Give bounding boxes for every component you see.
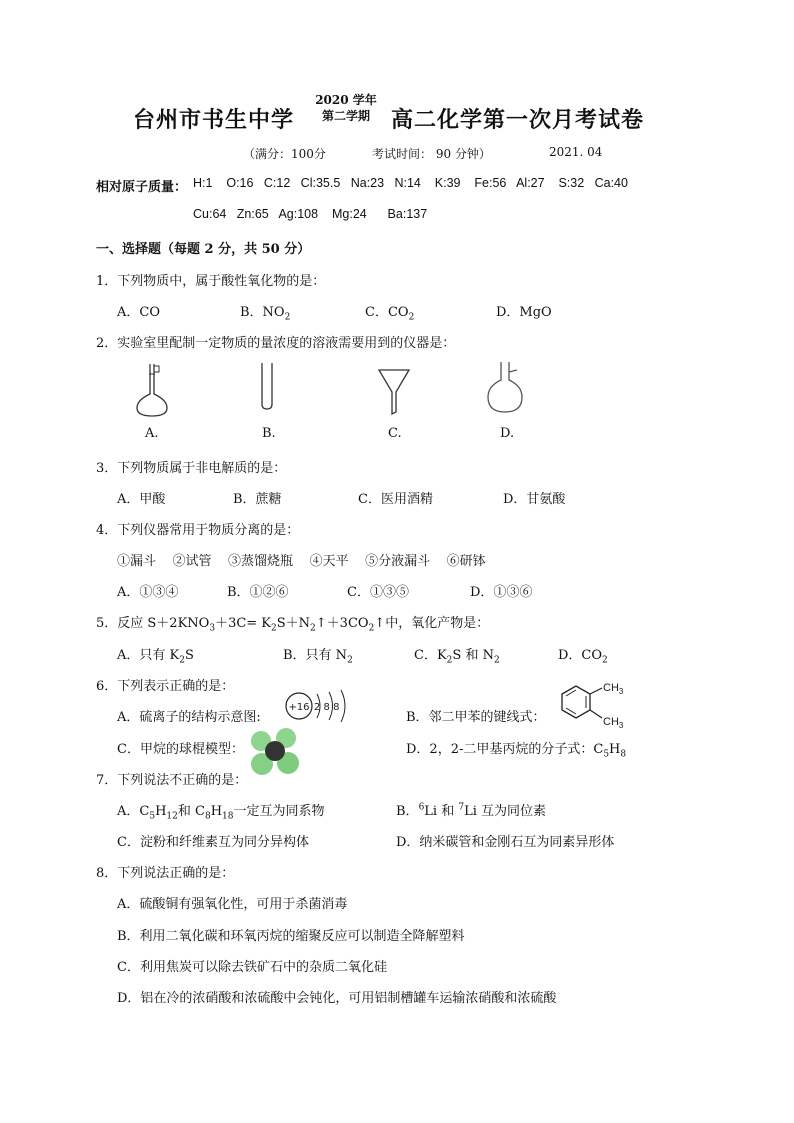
q5-option-a: A．只有 $K_2S$: [117, 648, 194, 666]
q3-option-c: C．医用酒精: [358, 492, 433, 507]
shell-electrons: 2 8 8: [314, 702, 340, 713]
q4-stem: 4．下列仪器常用于物质分离的是：: [96, 523, 300, 538]
q1-option-b: B．$NO_2$: [240, 305, 291, 323]
q7-option-a: A．$C_5H_{12}$和 $C_8H_{18}$一定互为同系物: [117, 804, 325, 822]
q1-stem: 1．下列物质中，属于酸性氧化物的是：: [96, 274, 326, 289]
q4-items: ①漏斗 ②试管 ③蒸馏烧瓶 ④天平 ⑤分液漏斗 ⑥研钵: [117, 554, 486, 569]
q3-option-b: B．蔗糖: [233, 492, 282, 507]
funnel-icon: [377, 368, 411, 416]
q3-stem: 3．下列物质属于非电解质的是：: [96, 461, 287, 476]
q3-option-d: D．甘氨酸: [503, 492, 566, 507]
q5-stem: 5．反应 $S+2KNO_3+3C=$ $K_2S+N_2↑+3CO_2↑$中，氧化产物是：: [96, 616, 490, 634]
q8-option-c: C．利用焦炭可以除去铁矿石中的杂质二氧化硅: [117, 960, 387, 975]
q8-option-a: A．硫酸铜有强氧化性，可用于杀菌消毒: [117, 897, 348, 912]
sulfide-ion-diagram: [283, 688, 357, 724]
q1-option-a: A．CO: [117, 305, 160, 320]
q5-option-c: C．$K_2S$ 和 $N_2$: [414, 648, 500, 666]
info-date: 2021. 04: [549, 145, 603, 159]
q6-stem: 6．下列表示正确的是：: [96, 679, 235, 694]
q6-option-b: B．邻二甲苯的键线式：: [406, 710, 546, 725]
atomic-mass-line1: H:1 O:16 C:12 Cl:35.5 Na:23 N:14 K:39 Fe:56 Al:27 S:32 Ca:40: [193, 176, 628, 190]
atomic-mass-line2: Cu:64 Zn:65 Ag:108 Mg:24 Ba:137: [193, 207, 428, 221]
q6-option-c: C．甲烷的球棍模型：: [117, 742, 244, 757]
q5-option-d: D．$CO_2$: [558, 648, 608, 666]
q7-option-c: C．淀粉和纤维素互为同分异构体: [117, 835, 309, 850]
nucleus-label: +16: [288, 702, 310, 713]
q2-option-d: D.: [500, 426, 515, 441]
q6-option-d: D．2，2-二甲基丙烷的分子式：$C_5H_8$: [406, 742, 627, 760]
q8-option-d: D．铝在冷的浓硝酸和浓硫酸中会钝化，可用铝制槽罐车运输浓硝酸和浓硫酸: [117, 991, 557, 1006]
q6-option-a: A．硫离子的结构示意图:: [117, 710, 261, 725]
q8-option-b: B．利用二氧化碳和环氧丙烷的缩聚反应可以制造全降解塑料: [117, 929, 465, 944]
info-time: 考试时间： 90 分钟）: [372, 147, 491, 161]
q2-option-c: C.: [388, 426, 402, 441]
o-xylene-structure: [556, 680, 636, 730]
q7-option-b: B．$^6$Li 和 $^7$Li 互为同位素: [396, 802, 547, 819]
round-flask-icon: [484, 358, 530, 416]
q7-stem: 7．下列说法不正确的是：: [96, 773, 248, 788]
q1-option-c: C．$CO_2$: [365, 305, 415, 323]
school-year: 2020 学年: [315, 93, 377, 107]
q4-option-d: D．①③⑥: [470, 585, 533, 600]
exam-title: 高二化学第一次月考试卷: [391, 107, 645, 133]
q2-option-b: B.: [262, 426, 276, 441]
school-term: 第二学期: [321, 109, 370, 123]
school-name: 台州市书生中学: [133, 107, 295, 133]
q7-option-d: D．纳米碳管和金刚石互为同素异形体: [396, 835, 615, 850]
test-tube-icon: [257, 360, 277, 412]
methyl-label-top: $CH_3$: [603, 682, 624, 696]
info-score: （满分：100分: [243, 147, 326, 161]
q1-option-d: D．MgO: [496, 305, 552, 320]
volumetric-flask-icon: [132, 360, 172, 420]
q2-stem: 2．实验室里配制一定物质的量浓度的溶液需要用到的仪器是：: [96, 336, 456, 351]
q4-option-b: B．①②⑥: [227, 585, 289, 600]
q3-option-a: A．甲酸: [117, 492, 166, 507]
q4-option-a: A．①③④: [117, 585, 179, 600]
methane-ball-stick-model: [248, 726, 304, 778]
q4-option-c: C．①③⑤: [347, 585, 409, 600]
q2-option-a: A.: [145, 426, 159, 441]
atomic-mass-label: 相对原子质量：: [96, 180, 188, 195]
q5-option-b: B．只有 $N_2$: [283, 648, 353, 666]
section-title: 一、选择题（每题 2 分，共 50 分）: [96, 242, 311, 257]
q8-stem: 8．下列说法正确的是：: [96, 866, 235, 881]
methyl-label-bottom: $CH_3$: [603, 716, 624, 730]
